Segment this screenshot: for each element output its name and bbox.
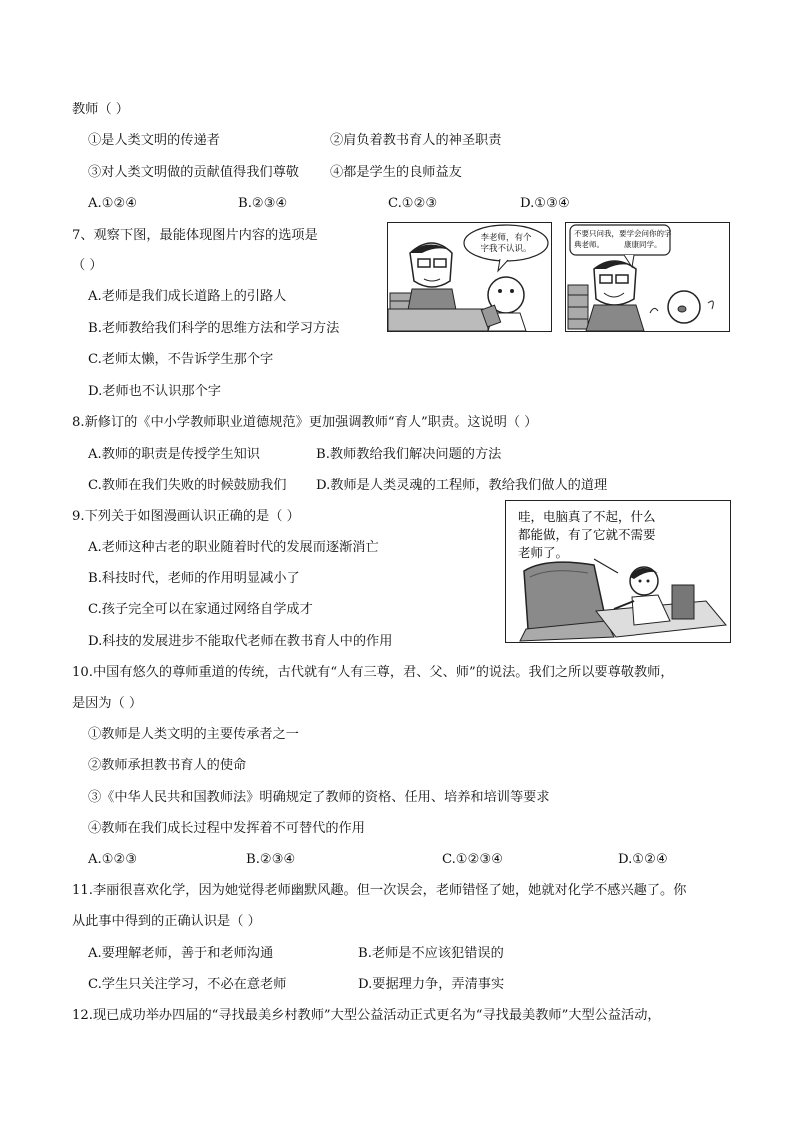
- q10-option-c[interactable]: C.①②③④: [442, 852, 504, 867]
- q10-item-4: ④教师在我们成长过程中发挥着不可替代的作用: [88, 821, 365, 836]
- q9-option-c[interactable]: C.孩子完全可以在家通过网络自学成才: [88, 602, 313, 617]
- q6-option-b[interactable]: B.②③④: [238, 196, 288, 211]
- q11-option-b[interactable]: B.老师是不应该犯错误的: [358, 946, 504, 961]
- q10-option-d[interactable]: D.①②④: [618, 852, 668, 867]
- q7-option-b[interactable]: B.老师教给我们科学的思维方法和学习方法: [88, 321, 340, 336]
- q6-item-3: ③对人类文明做的贡献值得我们尊敬: [88, 165, 299, 180]
- q6-item-2: ②肩负着教书育人的神圣职责: [330, 133, 502, 148]
- q7-option-a[interactable]: A.老师是我们成长道路上的引路人: [88, 289, 287, 304]
- q9-cartoon: [505, 500, 731, 643]
- q9-option-b[interactable]: B.科技时代，老师的作用明显减小了: [88, 571, 300, 586]
- q7-cartoon-left: [387, 222, 552, 332]
- q8-option-a[interactable]: A.教师的职责是传授学生知识: [88, 447, 260, 462]
- q10-stem-line2: 是因为（ ）: [72, 696, 143, 711]
- q7-option-d[interactable]: D.老师也不认识那个字: [88, 384, 221, 399]
- q10-option-b[interactable]: B.②③④: [246, 852, 296, 867]
- q11-stem-line2: 从此事中得到的正确认识是（ ）: [72, 914, 261, 929]
- q12-stem-line1: 12.现已成功举办四届的“寻找最美乡村教师”大型公益活动正式更名为“寻找最美教师”大型公益活动，: [72, 1008, 661, 1023]
- q8-option-d[interactable]: D.教师是人类灵魂的工程师，教给我们做人的道理: [316, 478, 608, 493]
- q9-bubble-line3: 老师了。: [518, 545, 569, 560]
- q9-bubble-line1: 哇，电脑真了不起，什么: [518, 509, 656, 524]
- q10-item-1: ①教师是人类文明的主要传承者之一: [88, 727, 299, 742]
- q10-item-3: ③《中华人民共和国教师法》明确规定了教师的资格、任用、培养和培训等要求: [88, 790, 550, 805]
- q10-option-a[interactable]: A.①②③: [88, 852, 138, 867]
- q8-stem: 8.新修订的《中小学教师职业道德规范》更加强调教师“育人”职责。这说明（ ）: [72, 415, 538, 430]
- q6-option-c[interactable]: C.①②③: [388, 196, 438, 211]
- q9-stem: 9.下列关于如图漫画认识正确的是（ ）: [72, 509, 300, 524]
- q7-right-bubble-line1: 不要只问我，要学会问你的字: [574, 229, 672, 238]
- q11-option-a[interactable]: A.要理解老师，善于和老师沟通: [88, 946, 274, 961]
- q8-option-c[interactable]: C.教师在我们失败的时候鼓励我们: [88, 478, 287, 493]
- q9-option-d[interactable]: D.科技的发展进步不能取代老师在教书育人中的作用: [88, 634, 393, 649]
- q10-stem-line1: 10.中国有悠久的尊师重道的传统，古代就有“人有三尊，君、父、师”的说法。我们之所以要尊敬教师，: [72, 665, 674, 680]
- teacher-student-illustration: [388, 223, 551, 331]
- q6-stem: 教师（ ）: [72, 102, 129, 117]
- q9-option-a[interactable]: A.老师这种古老的职业随着时代的发展而逐渐消亡: [88, 540, 379, 555]
- q7-cartoon-right: [565, 222, 730, 332]
- q7-right-bubble-line2: 典老师。: [574, 240, 604, 249]
- q11-option-d[interactable]: D.要据理力争，弄清事实: [358, 977, 505, 992]
- teacher-answer-illustration: [566, 223, 729, 331]
- q6-option-d[interactable]: D.①③④: [520, 196, 570, 211]
- q11-option-c[interactable]: C.学生只关注学习，不必在意老师: [88, 977, 287, 992]
- q10-item-2: ②教师承担教书育人的使命: [88, 758, 247, 773]
- q7-stem: 7、观察下图，最能体现图片内容的选项是: [72, 228, 318, 243]
- q6-item-1: ①是人类文明的传递者: [88, 133, 220, 148]
- q9-bubble-line2: 都能做，有了它就不需要: [518, 527, 656, 542]
- q6-option-a[interactable]: A.①②④: [88, 196, 138, 211]
- q7-right-bubble-line3: 康康同学。: [624, 240, 662, 249]
- q7-left-bubble-line1: 李老师，有个: [480, 233, 532, 243]
- q6-item-4: ④都是学生的良师益友: [330, 165, 462, 180]
- q8-option-b[interactable]: B.教师教给我们解决问题的方法: [316, 447, 502, 462]
- child-computer-illustration: [506, 501, 730, 642]
- q7-option-c[interactable]: C.老师太懒，不告诉学生那个字: [88, 352, 274, 367]
- q11-stem-line1: 11.李丽很喜欢化学，因为她觉得老师幽默风趣。但一次误会，老师错怪了她，她就对化学不感兴趣了。你: [72, 883, 687, 898]
- q7-blank: （ ）: [72, 258, 103, 273]
- q7-left-bubble-line2: 字我不认识。: [480, 244, 532, 254]
